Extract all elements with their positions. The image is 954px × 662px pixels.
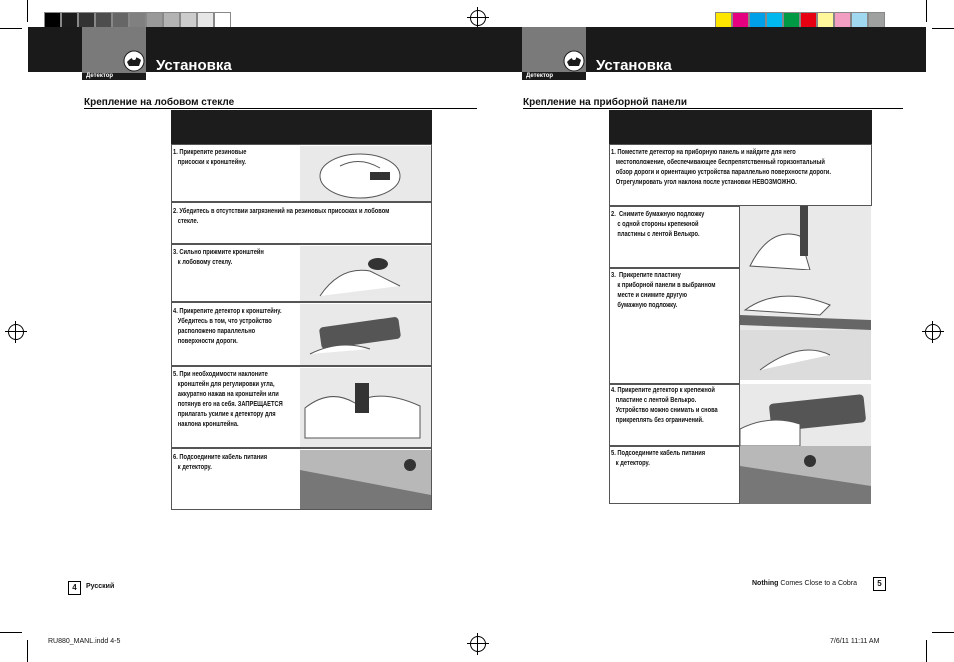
divider [84, 108, 477, 109]
step-illustration-4 [300, 304, 431, 365]
step-text-4: 4. Прикрепите детектор к крепежной пластине с лентой Велькро. Устройство можно снимать и снова прикреплять без ограничений. [611, 387, 718, 424]
step-illustration-6 [300, 450, 431, 509]
language-label: Русский [86, 583, 115, 590]
step-text-6: 6. Подсоедините кабель питания к детектору. [173, 454, 268, 471]
crop-mark [932, 632, 954, 633]
detector-icon [563, 50, 585, 72]
date-slug: 7/6/11 11:11 AM [830, 638, 880, 645]
registration-mark-icon [470, 10, 486, 26]
detector-icon [123, 50, 145, 72]
tagline-rest: Comes Close to a Cobra [778, 580, 858, 587]
crop-mark [0, 28, 22, 29]
step-illustration-3 [740, 270, 871, 380]
page-title: Установка [596, 57, 672, 74]
instructions-header-box [609, 110, 872, 144]
tab-label: Детектор [526, 73, 554, 79]
tagline-bold: Nothing [752, 580, 779, 587]
step-illustration-2 [740, 206, 871, 270]
step-illustration-5 [740, 446, 871, 504]
step-text-1: 1. Прикрепите резиновые присоски к кронштейну. [173, 149, 247, 166]
crop-mark [926, 640, 927, 662]
step-illustration-1 [300, 146, 431, 201]
page-number: 5 [873, 577, 886, 591]
divider [523, 108, 903, 109]
section-subtitle: Крепление на приборной панели [523, 97, 687, 108]
step-text-1: 1. Поместите детектор на приборную панель и найдите для него местоположение, обеспечивающее беспрепятственный горизонтальный обзор дороги и ориентацию устройства параллельно поверхности дороги. Отрегулировать угол наклона после установки НЕВОЗМОЖНО. [611, 149, 831, 186]
tab-label: Детектор [86, 73, 114, 79]
file-slug: RU880_MANL.indd 4-5 [48, 638, 121, 645]
registration-mark-icon [8, 324, 24, 340]
step-text-2: 2. Убедитесь в отсутствии загрязнений на резиновых присосках и лобовом стекле. [173, 208, 390, 225]
page-number: 4 [68, 581, 81, 595]
section-subtitle: Крепление на лобовом стекле [84, 97, 235, 108]
instructions-header-box [171, 110, 432, 144]
step-text-3: 3. Сильно прижмите кронштейн к лобовому стеклу. [173, 249, 264, 266]
step-text-4: 4. Прикрепите детектор к кронштейну. Убедитесь в том, что устройство расположено параллельно поверхности дороги. [173, 308, 282, 345]
step-illustration-5 [300, 368, 431, 447]
crop-mark [932, 28, 954, 29]
registration-mark-icon [470, 636, 486, 652]
step-illustration-3 [300, 246, 431, 301]
registration-mark-icon [925, 324, 941, 340]
tagline [752, 580, 857, 587]
step-illustration-4 [740, 384, 871, 446]
step-text-2: 2. Снимите бумажную подложку с одной стороны крепежной пластины с лентой Велькро. [611, 211, 705, 238]
page-title: Установка [156, 57, 232, 74]
crop-mark [27, 640, 28, 662]
crop-mark [0, 632, 22, 633]
crop-mark [926, 0, 927, 22]
step-text-5: 5. Подсоедините кабель питания к детектору. [611, 450, 706, 467]
crop-mark [27, 0, 28, 22]
step-text-5: 5. При необходимости наклоните кронштейн для регулировки угла, аккуратно нажав на кронштейн или потянув его на себя. ЗАПРЕЩАЕТСЯ прилагать усилие к детектору для наклона кронштейна. [173, 371, 283, 428]
step-text-3: 3. Прикрепите пластину к приборной панели в выбранном месте и снимите другую бумажную подложку. [611, 272, 716, 309]
